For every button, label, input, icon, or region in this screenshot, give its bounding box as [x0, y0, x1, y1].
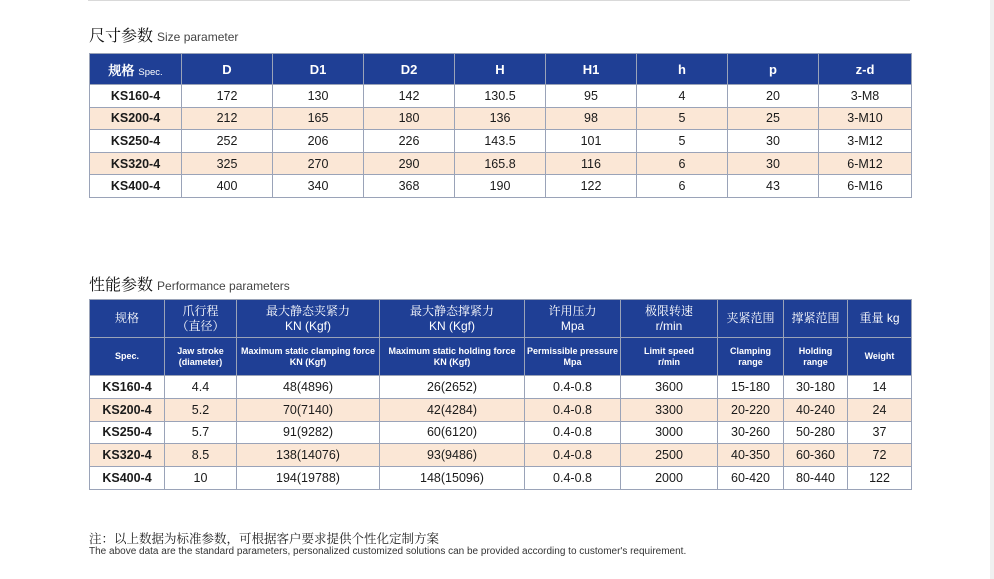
table-cell: 26(2652): [380, 376, 525, 399]
table-cell: 101: [546, 130, 637, 153]
table-cell: 0.4-0.8: [525, 376, 621, 399]
table-cell: 5: [637, 130, 728, 153]
perf-header-holding-force-en: Maximum static holding force KN (Kgf): [380, 338, 525, 376]
table-cell: 0.4-0.8: [525, 421, 621, 444]
table-cell: 30: [728, 130, 819, 153]
table-cell: 30: [728, 152, 819, 175]
perf-header-weight-en: Weight: [848, 338, 912, 376]
table-cell: 136: [455, 107, 546, 130]
table-cell: 325: [182, 152, 273, 175]
table-cell: 2000: [621, 467, 718, 490]
table-cell: 8.5: [165, 444, 237, 467]
table-cell: 3-M12: [819, 130, 912, 153]
table-cell: 5.7: [165, 421, 237, 444]
table-row: [90, 130, 912, 153]
table-cell: 40-240: [784, 398, 848, 421]
perf-header-clamping-force-en: Maximum static clamping force KN (Kgf): [237, 338, 380, 376]
table-cell: 122: [848, 467, 912, 490]
size-header-col: D1: [273, 54, 364, 85]
table-cell: 340: [273, 175, 364, 198]
perf-header-spec-cn: 规格: [90, 300, 165, 338]
size-header-col: H: [455, 54, 546, 85]
table-cell: 10: [165, 467, 237, 490]
table-cell: 95: [546, 85, 637, 108]
table-cell: 37: [848, 421, 912, 444]
size-header-col: p: [728, 54, 819, 85]
table-cell: 0.4-0.8: [525, 467, 621, 490]
table-cell: 15-180: [718, 376, 784, 399]
table-cell: 70(7140): [237, 398, 380, 421]
table-cell: 50-280: [784, 421, 848, 444]
table-row: [90, 85, 912, 108]
spec-cell: KS400-4: [90, 467, 165, 490]
table-cell: 130: [273, 85, 364, 108]
table-cell: 165.8: [455, 152, 546, 175]
table-row: [90, 152, 912, 175]
performance-parameter-table: [89, 299, 912, 490]
size-title-cn: 尺寸参数: [89, 28, 154, 45]
table-cell: 212: [182, 107, 273, 130]
table-cell: 3-M8: [819, 85, 912, 108]
table-row: [90, 398, 912, 421]
table-cell: 2500: [621, 444, 718, 467]
table-cell: 20-220: [718, 398, 784, 421]
table-cell: 116: [546, 152, 637, 175]
table-cell: 91(9282): [237, 421, 380, 444]
note-en: The above data are the standard parameters, personalized customized solutions can be provided according to customer's requirement.: [89, 546, 687, 557]
table-cell: 190: [455, 175, 546, 198]
table-cell: 4: [637, 85, 728, 108]
note-cn: 注：以上数据为标准参数，可根据客户要求提供个性化定制方案: [89, 532, 440, 546]
perf-section-title: [89, 272, 290, 295]
table-cell: 130.5: [455, 85, 546, 108]
size-header-col: H1: [546, 54, 637, 85]
table-cell: 6: [637, 152, 728, 175]
table-cell: 30-260: [718, 421, 784, 444]
table-cell: 3300: [621, 398, 718, 421]
perf-header-jaw-stroke-cn: 爪行程 （直径）: [165, 300, 237, 338]
table-cell: 6: [637, 175, 728, 198]
table-cell: 122: [546, 175, 637, 198]
table-row: [90, 467, 912, 490]
size-section-title: [89, 23, 238, 46]
spec-cell: KS160-4: [90, 376, 165, 399]
table-cell: 60(6120): [380, 421, 525, 444]
scrollbar[interactable]: [990, 0, 994, 579]
spec-cell: KS400-4: [90, 175, 182, 198]
perf-header-pressure-cn: 许用压力 Mpa: [525, 300, 621, 338]
table-cell: 60-420: [718, 467, 784, 490]
spec-cell: KS160-4: [90, 85, 182, 108]
table-cell: 290: [364, 152, 455, 175]
table-cell: 180: [364, 107, 455, 130]
perf-header-clamping-range-en: Clamping range: [718, 338, 784, 376]
table-cell: 80-440: [784, 467, 848, 490]
spec-cell: KS250-4: [90, 421, 165, 444]
table-row: [90, 376, 912, 399]
table-cell: 25: [728, 107, 819, 130]
table-cell: 368: [364, 175, 455, 198]
table-cell: 165: [273, 107, 364, 130]
table-cell: 194(19788): [237, 467, 380, 490]
perf-header-pressure-en: Permissible pressure Mpa: [525, 338, 621, 376]
table-cell: 93(9486): [380, 444, 525, 467]
spec-cell: KS320-4: [90, 152, 182, 175]
table-cell: 43: [728, 175, 819, 198]
top-divider: [88, 0, 910, 1]
table-cell: 4.4: [165, 376, 237, 399]
spec-cell: KS250-4: [90, 130, 182, 153]
table-cell: 5: [637, 107, 728, 130]
table-cell: 148(15096): [380, 467, 525, 490]
table-cell: 42(4284): [380, 398, 525, 421]
table-cell: 40-350: [718, 444, 784, 467]
size-parameter-table: [89, 53, 912, 198]
perf-header-holding-range-en: Holding range: [784, 338, 848, 376]
perf-title-en: Performance parameters: [157, 279, 290, 293]
table-row: [90, 175, 912, 198]
table-cell: 72: [848, 444, 912, 467]
spec-cell: KS320-4: [90, 444, 165, 467]
table-cell: 0.4-0.8: [525, 444, 621, 467]
perf-header-speed-cn: 极限转速 r/min: [621, 300, 718, 338]
size-header-col: z-d: [819, 54, 912, 85]
table-cell: 14: [848, 376, 912, 399]
perf-header-clamping-force-cn: 最大静态夹紧力 KN (Kgf): [237, 300, 380, 338]
size-header-spec: 规格 Spec.: [90, 54, 182, 85]
table-cell: 0.4-0.8: [525, 398, 621, 421]
table-row: [90, 421, 912, 444]
table-cell: 252: [182, 130, 273, 153]
table-cell: 98: [546, 107, 637, 130]
table-cell: 48(4896): [237, 376, 380, 399]
perf-title-cn: 性能参数: [89, 277, 154, 294]
table-cell: 3600: [621, 376, 718, 399]
table-cell: 226: [364, 130, 455, 153]
size-header-col: h: [637, 54, 728, 85]
table-cell: 20: [728, 85, 819, 108]
perf-header-weight-cn: 重量 kg: [848, 300, 912, 338]
perf-header-clamping-range-cn: 夹紧范围: [718, 300, 784, 338]
spec-cell: KS200-4: [90, 107, 182, 130]
table-cell: 30-180: [784, 376, 848, 399]
table-cell: 3000: [621, 421, 718, 444]
table-cell: 270: [273, 152, 364, 175]
table-cell: 400: [182, 175, 273, 198]
table-cell: 142: [364, 85, 455, 108]
table-cell: 138(14076): [237, 444, 380, 467]
table-cell: 3-M10: [819, 107, 912, 130]
table-row: [90, 107, 912, 130]
table-cell: 60-360: [784, 444, 848, 467]
table-cell: 206: [273, 130, 364, 153]
perf-header-spec-en: Spec.: [90, 338, 165, 376]
table-row: [90, 444, 912, 467]
perf-header-holding-force-cn: 最大静态撑紧力 KN (Kgf): [380, 300, 525, 338]
size-header-col: D: [182, 54, 273, 85]
size-title-en: Size parameter: [157, 30, 239, 44]
perf-header-holding-range-cn: 撑紧范围: [784, 300, 848, 338]
table-cell: 24: [848, 398, 912, 421]
size-header-col: D2: [364, 54, 455, 85]
table-cell: 6-M12: [819, 152, 912, 175]
perf-header-speed-en: Limit speed r/min: [621, 338, 718, 376]
table-cell: 172: [182, 85, 273, 108]
spec-cell: KS200-4: [90, 398, 165, 421]
table-cell: 6-M16: [819, 175, 912, 198]
table-cell: 5.2: [165, 398, 237, 421]
table-cell: 143.5: [455, 130, 546, 153]
perf-header-jaw-stroke-en: Jaw stroke (diameter): [165, 338, 237, 376]
